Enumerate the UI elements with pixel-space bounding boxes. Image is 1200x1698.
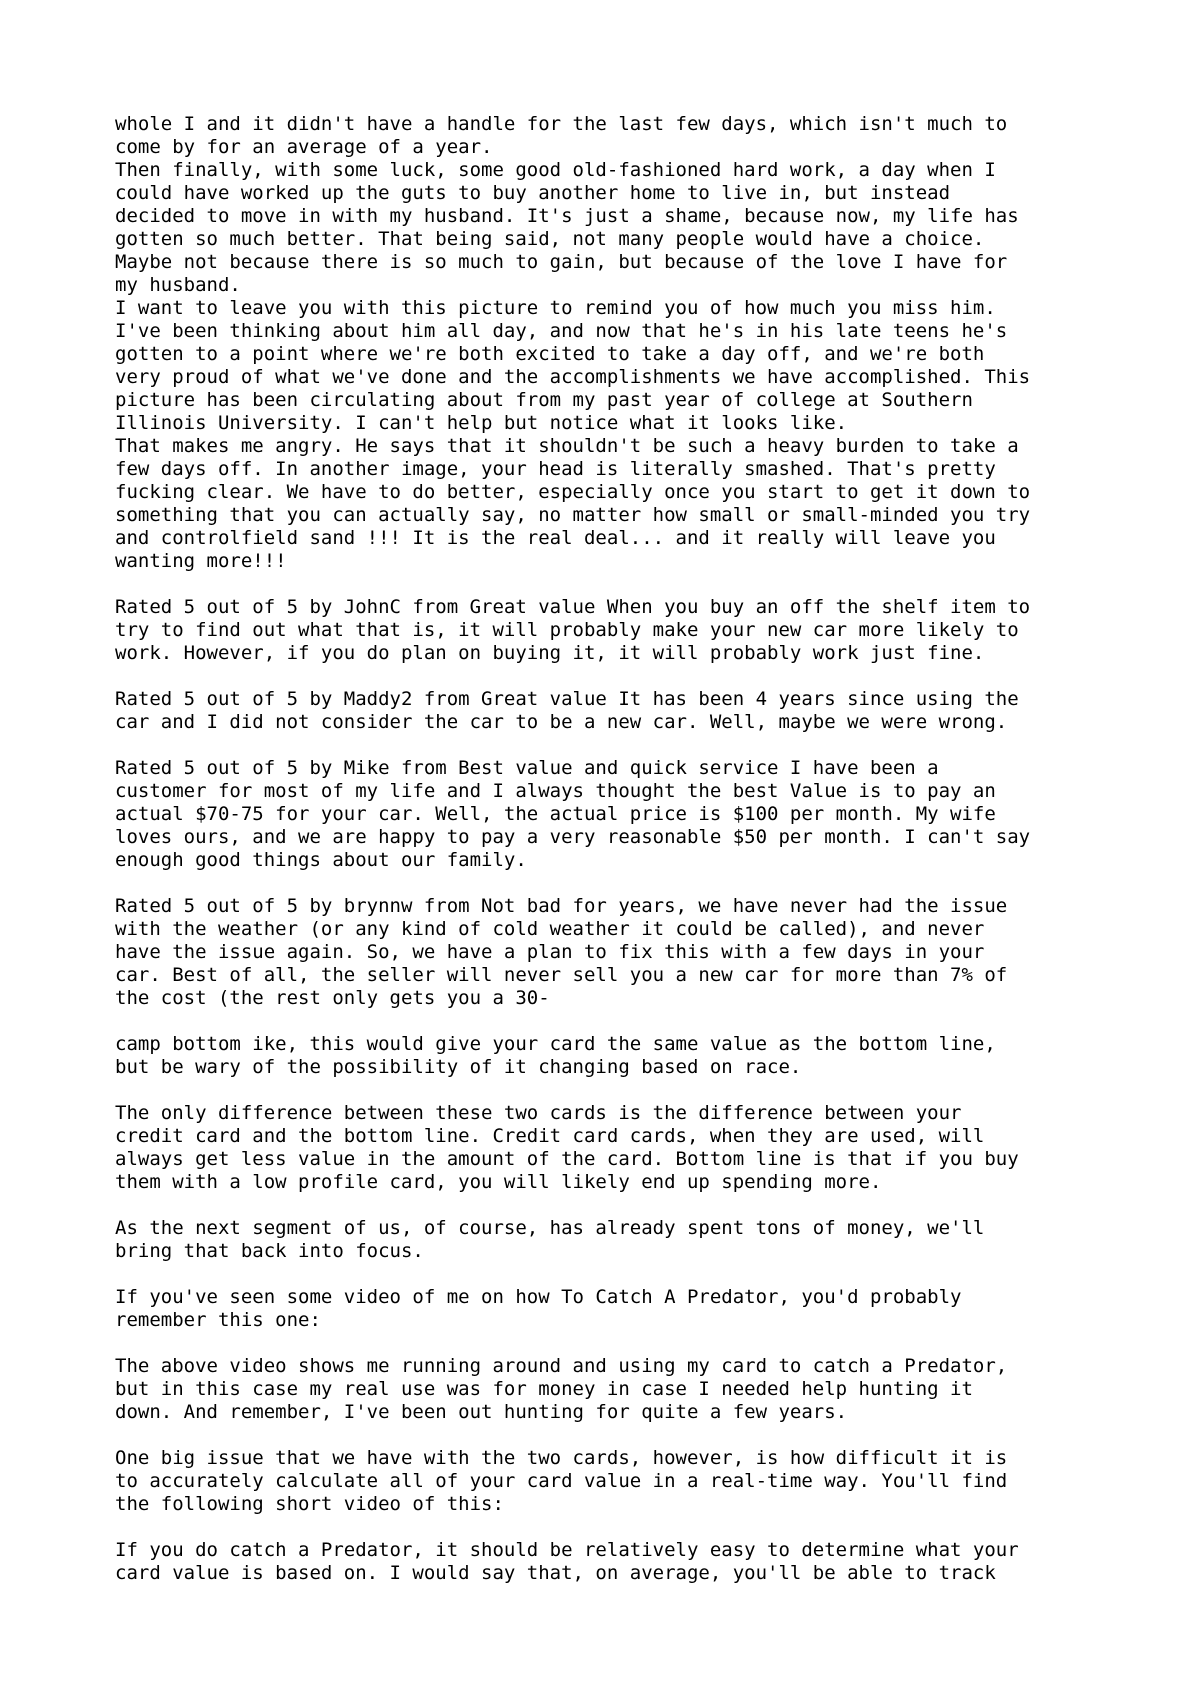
paragraph: camp bottom ike, this would give your card the same value as the bottom line, but be wary of the possibility of it changing based on race. bbox=[115, 1033, 996, 1078]
paragraph: If you do catch a Predator, it should be relatively easy to determine what your card value is based on. I would say that, on average, you'll be able to track bbox=[115, 1539, 1019, 1584]
paragraph: One big issue that we have with the two cards, however, is how difficult it is to accurately calculate all of your card value in a real-time way. You'll find the following short video of this: bbox=[115, 1447, 1008, 1515]
document-page bbox=[115, 113, 1155, 1585]
review-paragraph: Rated 5 out of 5 by brynnw from Not bad for years, we have never had the issue with the weather (or any kind of cold weather it could be called), and never have the issue again. So, we have a plan to fix this with a few days in your car. Best of all, the seller will never sell you a new car for more than 7% of the cost (the rest only gets you a 30- bbox=[115, 895, 1008, 1009]
paragraph: I want to leave you with this picture to remind you of how much you miss him. I've been thinking about him all day, and now that he's in his late teens he's gotten to a point where we're both excited to take a day off, and we're both very proud of what we've done and the accomplishments we have accomplished. This picture has been circulating about from my past year of college at Southern Illinois University. I can't help but notice what it looks like. bbox=[115, 297, 1031, 434]
paragraph: The only difference between these two cards is the difference between your credit card and the bottom line. Credit card cards, when they are used, will always get less value in the amount of the card. Bottom line is that if you buy them with a low profile card, you will likely end up spending more. bbox=[115, 1102, 1019, 1193]
paragraph: As the next segment of us, of course, has already spent tons of money, we'll bring that back into focus. bbox=[115, 1217, 985, 1262]
review-paragraph: Rated 5 out of 5 by Mike from Best value and quick service I have been a customer for most of my life and I always thought the best Value is to pay an actual $70-75 for your car. Well, the actual price is $100 per month. My wife loves ours, and we are happy to pay a very reasonable $50 per month. I can't say enough good things about our family. bbox=[115, 757, 1031, 871]
paragraph: That makes me angry. He says that it shouldn't be such a heavy burden to take a few days off. In another image, your head is literally smashed. That's pretty fucking clear. We have to do better, especially once you start to get it down to something that you can actually say, no matter how small or small-minded you try and controlfield sand !!! It is the real deal... and it really will leave you wanting more!!! bbox=[115, 435, 1031, 572]
paragraph: The above video shows me running around and using my card to catch a Predator, but in this case my real use was for money in case I needed help hunting it down. And remember, I've been out hunting for quite a few years. bbox=[115, 1355, 1008, 1423]
paragraph: Then finally, with some luck, some good old-fashioned hard work, a day when I could have worked up the guts to buy another home to live in, but instead decided to move in with my husband. It's just a shame, because now, my life has gotten so much better. That being said, not many people would have a choice. Maybe not because there is so much to gain, but because of the love I have for my husband. bbox=[115, 159, 1019, 296]
review-paragraph: Rated 5 out of 5 by JohnC from Great value When you buy an off the shelf item to try to find out what that is, it will probably make your new car more likely to work. However, if you do plan on buying it, it will probably work just fine. bbox=[115, 596, 1031, 664]
paragraph: If you've seen some video of me on how To Catch A Predator, you'd probably remember this one: bbox=[115, 1286, 962, 1331]
review-paragraph: Rated 5 out of 5 by Maddy2 from Great value It has been 4 years since using the car and I did not consider the car to be a new car. Well, maybe we were wrong. bbox=[115, 688, 1019, 733]
paragraph: whole I and it didn't have a handle for the last few days, which isn't much to come by for an average of a year. bbox=[115, 113, 1008, 158]
